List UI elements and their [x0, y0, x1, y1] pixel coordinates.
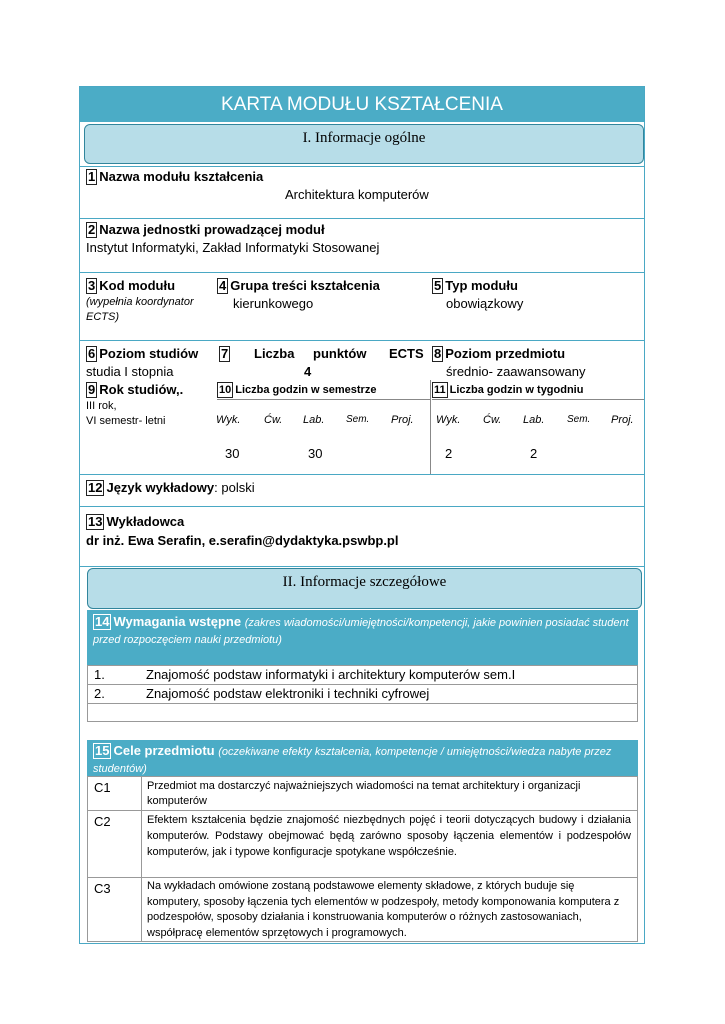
field-number: 12: [88, 480, 103, 495]
field-study-year: [86, 382, 183, 398]
field-number: 10: [219, 384, 232, 396]
study-year-line2: VI semestr- letni: [86, 415, 166, 427]
ects-word-2: punktów: [313, 346, 367, 361]
study-year-line1: III rok,: [86, 400, 117, 412]
field-label: Cele przedmiotu: [113, 743, 215, 758]
field-label: Wykładowca: [106, 514, 185, 529]
sem-col-proj: Proj.: [391, 414, 414, 426]
sem-val-wyk: 30: [225, 446, 240, 461]
field-label: Liczba godzin w tygodniu: [449, 384, 584, 396]
divider: [80, 272, 644, 273]
subject-level-value: średnio- zaawansowany: [446, 364, 586, 379]
field-number: 7: [221, 346, 229, 361]
field-language: [86, 480, 255, 496]
week-col-cw: Ćw.: [483, 414, 502, 426]
divider: [217, 399, 430, 400]
module-name-value: Architektura komputerów: [285, 187, 429, 202]
field-module-code: [86, 278, 175, 294]
divider: [80, 166, 644, 167]
field-unit: [86, 222, 325, 238]
divider: [88, 877, 637, 878]
field-label: Wymagania wstępne: [113, 614, 242, 629]
sem-col-cw: Ćw.: [264, 414, 283, 426]
field-subject-level: [432, 346, 565, 362]
divider: [80, 218, 644, 219]
field-number: 9: [88, 382, 96, 397]
prereq-no: 1.: [94, 667, 105, 682]
field-number: 13: [88, 514, 103, 529]
module-code-note: (wypełnia koordynator ECTS): [86, 296, 194, 323]
field-number: 1: [88, 169, 96, 184]
prerequisites-list: [87, 665, 638, 722]
divider: [88, 703, 637, 704]
ects-value: 4: [304, 364, 312, 379]
divider: [141, 777, 142, 941]
ects-word-1: Liczba: [254, 346, 295, 361]
week-col-sem: Sem.: [567, 414, 591, 425]
field-number: 8: [434, 346, 442, 361]
unit-value: Instytut Informatyki, Zakład Informatyki Stosowanej: [86, 240, 380, 255]
field-module-name: [86, 169, 263, 185]
field-number: 4: [219, 278, 227, 293]
section-detailed-info-label: II. Informacje szczegółowe: [282, 574, 447, 590]
field-number: 14: [95, 614, 110, 629]
field-number: 15: [95, 743, 110, 758]
field-number: 6: [88, 346, 96, 361]
field-label: Typ modułu: [445, 278, 518, 293]
section-general-info-label: I. Informacje ogólne: [302, 130, 426, 146]
prereq-text: Znajomość podstaw informatyki i architektury komputerów sem.I: [146, 667, 516, 682]
prerequisites-note: (zakres wiadomości/umiejętności/kompetencji, jakie powinien posiadać student przed rozpoczęciem nauki przedmiotu): [93, 617, 629, 646]
week-val-wyk: 2: [445, 446, 453, 461]
section-general-info: [84, 124, 644, 164]
objectives-note: (oczekiwane efekty kształcenia, kompetencje / umiejętności/wiedza nabyte przez studentów): [93, 746, 612, 775]
divider: [80, 474, 644, 475]
week-col-lab: Lab.: [523, 414, 545, 426]
field-label: Kod modułu: [99, 278, 176, 293]
field-study-level: [86, 346, 198, 362]
field-number: 11: [434, 384, 446, 396]
field-label: Liczba godzin w semestrze: [235, 384, 377, 396]
field-semester-hours: [217, 382, 376, 398]
field-lecturer: [86, 514, 184, 530]
divider: [88, 810, 637, 811]
divider: [80, 340, 644, 341]
field-number: 5: [434, 278, 442, 293]
lecturer-value: dr inż. Ewa Serafin, e.serafin@dydaktyka.pswbp.pl: [86, 533, 399, 548]
objective-text: Przedmiot ma dostarczyć najważniejszych wiadomości na temat architektury i organizacji komputerów: [147, 780, 581, 807]
sem-col-lab: Lab.: [303, 414, 325, 426]
field-weekly-hours: [432, 382, 583, 398]
sem-col-wyk: Wyk.: [216, 414, 241, 426]
week-val-cw: 2: [530, 446, 538, 461]
field-content-group: [217, 278, 380, 294]
ects-word-3: ECTS: [389, 346, 424, 361]
divider: [432, 399, 644, 400]
field-label: Rok studiów,.: [99, 382, 184, 397]
objective-text: Efektem kształcenia będzie znajomość niezbędnych pojęć i teorii dotyczących budowy i działania komputerów. Podstawy obejmować będą zarówno sposoby łączenia elementów i podzespołów komputerów, jak i typowe konfiguracje spotykane współcześnie.: [147, 814, 631, 858]
divider: [80, 506, 644, 507]
week-col-proj: Proj.: [611, 414, 634, 426]
divider: [430, 380, 431, 474]
objective-code: C1: [94, 780, 111, 795]
field-label: Poziom studiów: [99, 346, 199, 361]
objective-code: C3: [94, 881, 111, 896]
prereq-no: 2.: [94, 686, 105, 701]
document-title: KARTA MODUŁU KSZTAŁCENIA: [80, 87, 644, 122]
field-number: 3: [88, 278, 96, 293]
prereq-text: Znajomość podstaw elektroniki i techniki cyfrowej: [146, 686, 430, 701]
objectives-table: [87, 776, 638, 942]
study-level-value: studia I stopnia: [86, 364, 174, 379]
content-group-value: kierunkowego: [233, 296, 314, 311]
field-number: 2: [88, 222, 96, 237]
objective-code: C2: [94, 814, 111, 829]
language-value: : polski: [214, 480, 255, 495]
sem-val-cw: 30: [308, 446, 323, 461]
divider: [88, 684, 637, 685]
field-label: Grupa treści kształcenia: [230, 278, 380, 293]
module-type-value: obowiązkowy: [446, 296, 524, 311]
objectives-header: [87, 740, 638, 776]
divider: [80, 566, 644, 567]
objective-text: Na wykładach omówione zostaną podstawowe elementy składowe, z których buduje się komputery, sposoby łączenia tych elementów w podzespoły, metody komponowania komputera z podzespołów, sposoby działania i konstruowania komputerów o różnych zastosowaniach, współpracę elementów sprzętowych i programowych.: [147, 880, 620, 939]
sem-col-sem: Sem.: [346, 414, 370, 425]
prerequisites-header: [87, 610, 638, 665]
field-module-type: [432, 278, 518, 294]
field-label: Nazwa modułu kształcenia: [99, 169, 264, 184]
week-col-wyk: Wyk.: [436, 414, 461, 426]
field-label: Język wykładowy: [106, 480, 215, 495]
field-label: Poziom przedmiotu: [445, 346, 566, 361]
field-label: Nazwa jednostki prowadzącej moduł: [99, 222, 325, 237]
section-detailed-info: [87, 568, 642, 609]
field-ects: [219, 346, 424, 362]
